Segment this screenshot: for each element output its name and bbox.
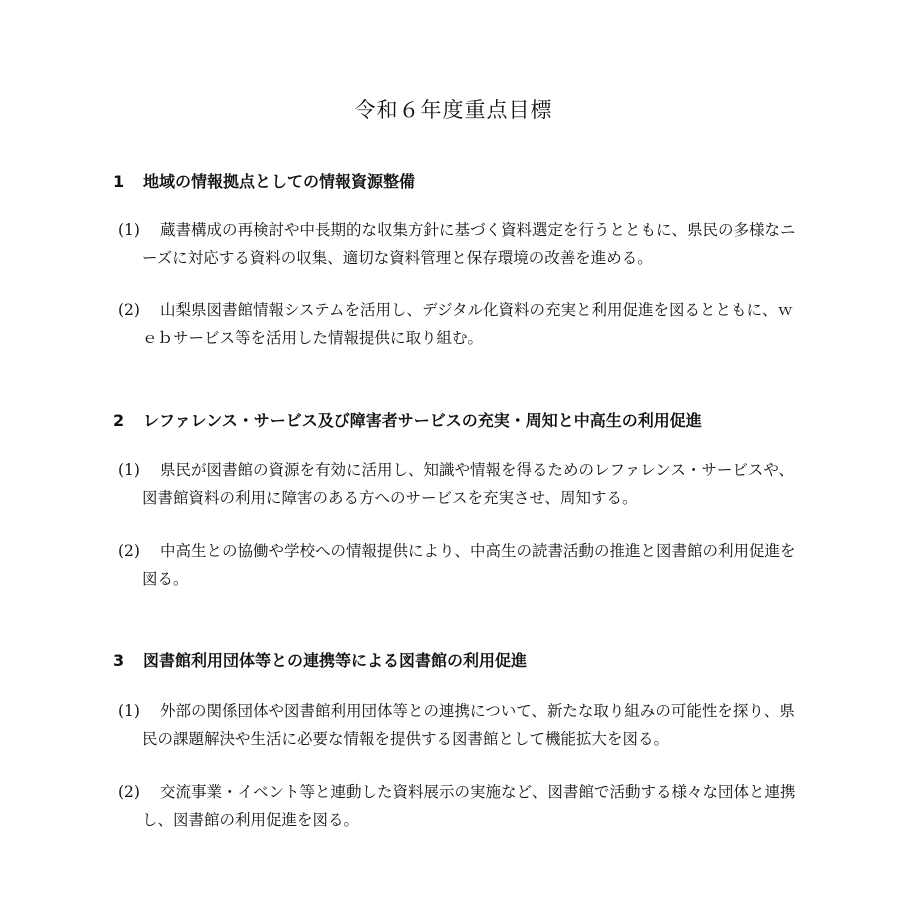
item-marker: (2) xyxy=(118,783,140,801)
list-item xyxy=(118,697,808,753)
item-text: 中高生との協働や学校への情報提供により、中高生の読書活動の推進と図書館の利用促進を図る。 xyxy=(142,542,796,588)
section-heading-text: レファレンス・サービス及び障害者サービスの充実・周知と中高生の利用促進 xyxy=(143,411,702,430)
section-number: 2 xyxy=(113,411,125,430)
section-number: 3 xyxy=(113,651,125,670)
item-marker: (2) xyxy=(118,542,140,560)
list-item xyxy=(118,778,808,834)
list-item xyxy=(118,537,808,593)
item-text: 外部の関係団体や図書館利用団体等との連携について、新たな取り組みの可能性を探り、県民の課題解決や生活に必要な情報を提供する図書館として機能拡大を図る。 xyxy=(142,702,795,748)
section-heading xyxy=(113,648,527,671)
item-text: 蔵書構成の再検討や中長期的な収集方針に基づく資料選定を行うとともに、県民の多様なニーズに対応する資料の収集、適切な資料管理と保存環境の改善を進める。 xyxy=(142,221,796,267)
section-heading xyxy=(113,169,415,192)
item-text: 県民が図書館の資源を有効に活用し、知識や情報を得るためのレファレンス・サービスや、図書館資料の利用に障害のある方へのサービスを充実させ、周知する。 xyxy=(142,461,795,507)
item-marker: (1) xyxy=(118,702,140,720)
item-marker: (1) xyxy=(118,461,140,479)
page-title: 令和６年度重点目標 xyxy=(354,98,553,122)
item-text: 山梨県図書館情報システムを活用し、デジタル化資料の充実と利用促進を図るとともに、ｗｅｂサービス等を活用した情報提供に取り組む。 xyxy=(142,301,794,347)
item-marker: (2) xyxy=(118,301,140,319)
list-item xyxy=(118,456,808,512)
section-heading-text: 図書館利用団体等との連携等による図書館の利用促進 xyxy=(143,651,528,670)
list-item xyxy=(118,216,808,272)
section-heading-text: 地域の情報拠点としての情報資源整備 xyxy=(143,172,416,191)
item-text: 交流事業・イベント等と連動した資料展示の実施など、図書館で活動する様々な団体と連携し、図書館の利用促進を図る。 xyxy=(142,783,796,829)
item-marker: (1) xyxy=(118,221,140,239)
section-heading xyxy=(113,408,702,431)
section-number: 1 xyxy=(113,172,125,191)
list-item xyxy=(118,296,808,352)
